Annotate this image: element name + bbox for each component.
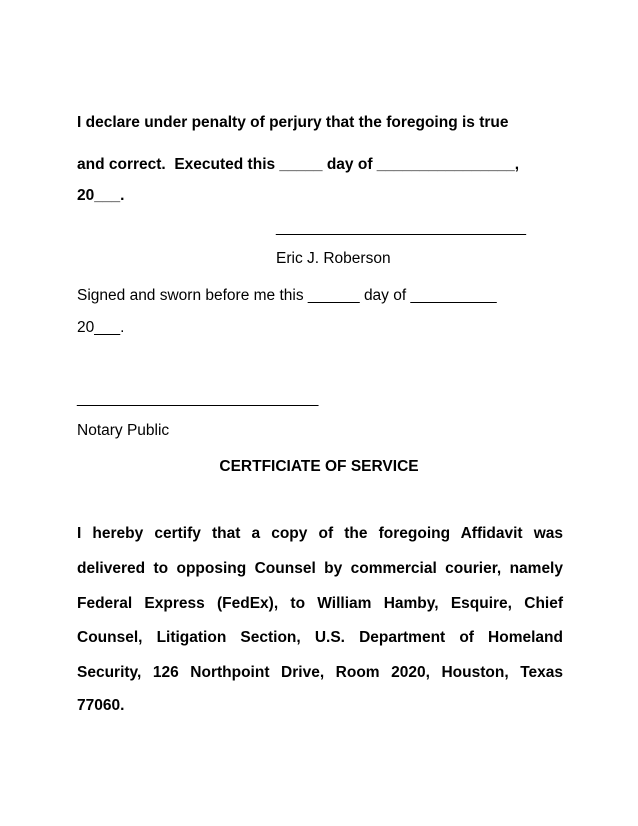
certificate-line-2: delivered to opposing Counsel by commercial courier, namely <box>77 560 563 577</box>
certificate-line-3: Federal Express (FedEx), to William Hamby, Esquire, Chief <box>77 595 563 612</box>
certificate-line-6: 77060. <box>77 697 125 714</box>
notary-signature-line: ____________________________ <box>77 390 319 407</box>
notary-label: Notary Public <box>77 422 170 439</box>
certificate-line-4: Counsel, Litigation Section, U.S. Department of Homeland <box>77 629 563 646</box>
signer-name: Eric J. Roberson <box>276 250 391 267</box>
declaration-line-3: 20___. <box>77 187 125 204</box>
declaration-line-1: I declare under penalty of perjury that the foregoing is true <box>77 114 509 131</box>
declaration-line-2: and correct. Executed this _____ day of ________________, <box>77 156 520 173</box>
certificate-heading: CERTFICIATE OF SERVICE <box>219 458 419 475</box>
signature-line: _____________________________ <box>276 219 526 236</box>
certificate-line-5: Security, 126 Northpoint Drive, Room 2020, Houston, Texas <box>77 664 563 681</box>
sworn-line-2: 20___. <box>77 319 125 336</box>
certificate-line-1: I hereby certify that a copy of the foregoing Affidavit was <box>77 525 563 542</box>
sworn-line-1: Signed and sworn before me this ______ day of __________ <box>77 287 497 304</box>
